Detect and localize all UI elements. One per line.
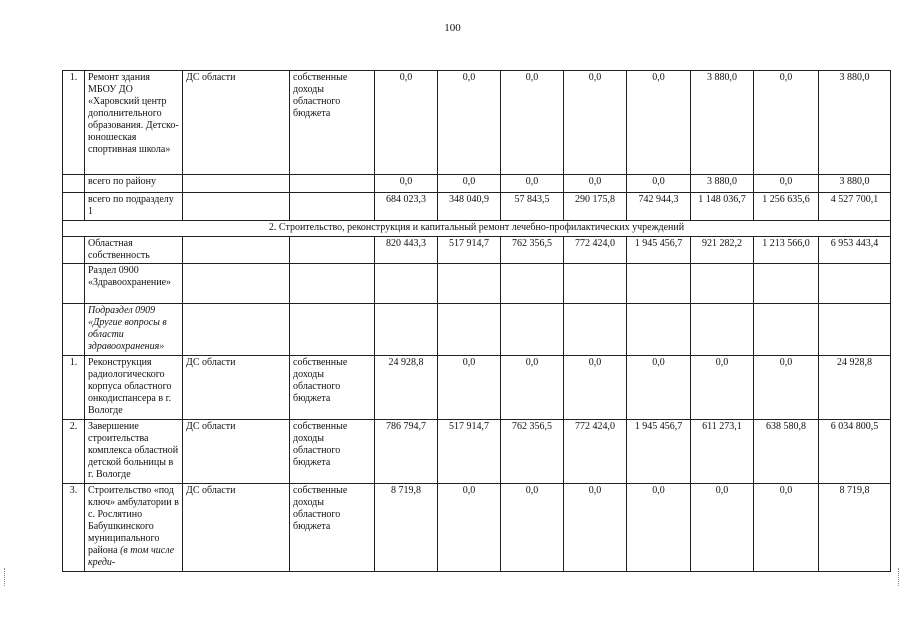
funding-source: собственные доходы областного бюджета	[290, 71, 375, 175]
row-number	[63, 264, 85, 304]
value-cell: 0,0	[627, 71, 691, 175]
scan-edge-mark	[898, 568, 901, 586]
value-cell: 1 148 036,7	[691, 193, 754, 221]
value-cell: 772 424,0	[564, 420, 627, 484]
value-cell: 0,0	[564, 356, 627, 420]
funding-source	[290, 193, 375, 221]
value-cell: 684 023,3	[375, 193, 438, 221]
value-cell: 0,0	[691, 484, 754, 572]
value-cell: 0,0	[438, 356, 501, 420]
object-name: Подраздел 0909 «Другие вопросы в области здравоохранения»	[85, 304, 183, 356]
value-cell	[754, 264, 819, 304]
value-cell: 348 040,9	[438, 193, 501, 221]
value-cell: 8 719,8	[375, 484, 438, 572]
value-cell: 0,0	[375, 175, 438, 193]
funding-source: собственные доходы областного бюджета	[290, 356, 375, 420]
value-cell: 0,0	[501, 484, 564, 572]
value-cell: 0,0	[754, 484, 819, 572]
table-row	[63, 237, 891, 264]
object-name: Реконструкция радиологического корпуса областного онкодиспансера в г. Вологде	[85, 356, 183, 420]
table-row	[63, 484, 891, 572]
executor	[183, 193, 290, 221]
row-number: 1.	[63, 356, 85, 420]
executor: ДС области	[183, 356, 290, 420]
executor: ДС области	[183, 420, 290, 484]
object-name: Раздел 0900 «Здравоохранение»	[85, 264, 183, 304]
value-cell: 0,0	[627, 484, 691, 572]
value-cell	[627, 304, 691, 356]
page-number: 100	[444, 22, 461, 34]
section-heading: 2. Строительство, реконструкция и капитальный ремонт лечебно-профилактических учреждений	[63, 221, 891, 237]
value-cell: 0,0	[754, 71, 819, 175]
value-cell: 3 880,0	[819, 71, 891, 175]
scan-edge-mark	[4, 568, 7, 586]
funding-source	[290, 237, 375, 264]
value-cell: 1 945 456,7	[627, 420, 691, 484]
value-cell: 0,0	[375, 71, 438, 175]
value-cell	[819, 264, 891, 304]
row-number: 2.	[63, 420, 85, 484]
value-cell: 0,0	[627, 356, 691, 420]
value-cell: 0,0	[564, 175, 627, 193]
table-row	[63, 264, 891, 304]
value-cell	[375, 304, 438, 356]
value-cell: 3 880,0	[819, 175, 891, 193]
executor	[183, 264, 290, 304]
value-cell	[375, 264, 438, 304]
row-number	[63, 175, 85, 193]
row-number: 3.	[63, 484, 85, 572]
value-cell: 290 175,8	[564, 193, 627, 221]
table-row	[63, 175, 891, 193]
object-name-text: Строительство «под ключ» амбулатории в с. Рослятино Бабушкинского муниципального района (в том числе креди-	[88, 485, 179, 568]
value-cell: 6 034 800,5	[819, 420, 891, 484]
value-cell: 0,0	[564, 484, 627, 572]
value-cell: 8 719,8	[819, 484, 891, 572]
value-cell: 4 527 700,1	[819, 193, 891, 221]
funding-source: собственные доходы областного бюджета	[290, 420, 375, 484]
value-cell	[754, 304, 819, 356]
value-cell	[627, 264, 691, 304]
value-cell: 3 880,0	[691, 71, 754, 175]
funding-source	[290, 175, 375, 193]
object-name: Областная собственность	[85, 237, 183, 264]
value-cell: 0,0	[438, 484, 501, 572]
value-cell: 742 944,3	[627, 193, 691, 221]
value-cell: 57 843,5	[501, 193, 564, 221]
table-row	[63, 420, 891, 484]
value-cell: 820 443,3	[375, 237, 438, 264]
value-cell: 6 953 443,4	[819, 237, 891, 264]
table-row	[63, 193, 891, 221]
executor	[183, 304, 290, 356]
funding-source	[290, 304, 375, 356]
budget-table	[62, 70, 891, 572]
value-cell: 638 580,8	[754, 420, 819, 484]
value-cell: 517 914,7	[438, 420, 501, 484]
value-cell: 0,0	[691, 356, 754, 420]
value-cell	[691, 264, 754, 304]
value-cell: 0,0	[564, 71, 627, 175]
value-cell: 0,0	[438, 71, 501, 175]
object-name: Завершение строительства комплекса областной детской больницы в г. Вологде	[85, 420, 183, 484]
row-number	[63, 237, 85, 264]
executor	[183, 175, 290, 193]
executor: ДС области	[183, 484, 290, 572]
executor: ДС области	[183, 71, 290, 175]
object-name: Ремонт здания МБОУ ДО «Харовский центр дополнительного образования. Детско-юношеская спортивная школа»	[85, 71, 183, 175]
value-cell: 786 794,7	[375, 420, 438, 484]
value-cell	[691, 304, 754, 356]
value-cell: 1 945 456,7	[627, 237, 691, 264]
value-cell: 0,0	[501, 356, 564, 420]
executor	[183, 237, 290, 264]
value-cell: 0,0	[501, 71, 564, 175]
value-cell	[564, 264, 627, 304]
value-cell	[501, 304, 564, 356]
value-cell	[819, 304, 891, 356]
value-cell: 3 880,0	[691, 175, 754, 193]
value-cell: 0,0	[627, 175, 691, 193]
value-cell	[438, 304, 501, 356]
value-cell: 762 356,5	[501, 420, 564, 484]
value-cell: 0,0	[754, 175, 819, 193]
value-cell	[564, 304, 627, 356]
value-cell: 0,0	[754, 356, 819, 420]
object-name: всего по району	[85, 175, 183, 193]
row-number	[63, 304, 85, 356]
value-cell: 1 213 566,0	[754, 237, 819, 264]
object-name: всего по подразделу 1	[85, 193, 183, 221]
value-cell	[438, 264, 501, 304]
value-cell: 0,0	[438, 175, 501, 193]
row-number: 1.	[63, 71, 85, 175]
value-cell: 611 273,1	[691, 420, 754, 484]
table-row	[63, 304, 891, 356]
funding-source	[290, 264, 375, 304]
table-row	[63, 71, 891, 175]
value-cell: 0,0	[501, 175, 564, 193]
object-name	[85, 484, 183, 572]
row-number	[63, 193, 85, 221]
value-cell: 762 356,5	[501, 237, 564, 264]
value-cell: 517 914,7	[438, 237, 501, 264]
value-cell: 1 256 635,6	[754, 193, 819, 221]
section-heading-row	[63, 221, 891, 237]
value-cell: 24 928,8	[375, 356, 438, 420]
value-cell: 24 928,8	[819, 356, 891, 420]
value-cell	[501, 264, 564, 304]
value-cell: 772 424,0	[564, 237, 627, 264]
value-cell: 921 282,2	[691, 237, 754, 264]
table-row	[63, 356, 891, 420]
funding-source: собственные доходы областного бюджета	[290, 484, 375, 572]
